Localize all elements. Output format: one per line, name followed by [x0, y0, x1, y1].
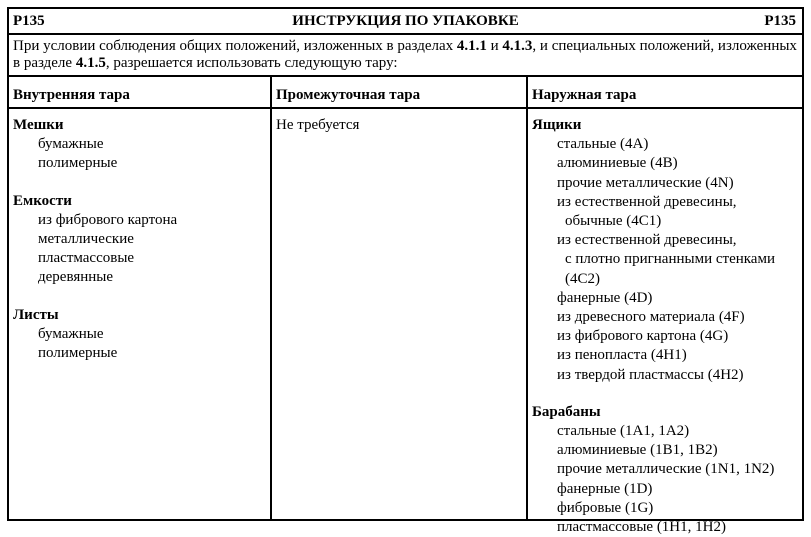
- outer-item: фанерные (1D): [557, 480, 653, 497]
- outer-item: прочие металлические (1N1, 1N2): [557, 461, 775, 478]
- column-header-intermediate: [272, 77, 528, 107]
- outer-item: из естественной древесины,: [557, 232, 737, 249]
- outer-item: стальные (4A): [557, 136, 649, 153]
- outer-item: из пенопласта (4H1): [557, 347, 687, 364]
- column-header-outer: [528, 77, 802, 107]
- column-header-intermediate-label: Промежуточная тара: [276, 87, 421, 103]
- outer-item: из фибрового картона (4G): [557, 328, 729, 345]
- inner-item: полимерные: [38, 155, 118, 172]
- outer-group-title: Барабаны: [532, 403, 601, 420]
- outer-item: фибровые (1G): [557, 499, 654, 516]
- outer-item: с плотно пригнанными стенками: [565, 251, 775, 268]
- intermediate-packaging-cell: [272, 109, 528, 519]
- instruction-header: [9, 9, 802, 35]
- instruction-code-left: P135: [13, 13, 45, 29]
- intro-text-2: и: [486, 38, 503, 54]
- intro-text-1: При условии соблюдения общих положений, изложенных в разделах: [13, 38, 457, 54]
- outer-group-title: Ящики: [532, 117, 582, 133]
- packing-instruction-table: [7, 7, 804, 536]
- outer-item: фанерные (4D): [557, 289, 653, 306]
- column-header-outer-label: Наружная тара: [532, 87, 637, 103]
- outer-item: стальные (1A1, 1A2): [557, 423, 690, 440]
- inner-packaging-cell: [9, 109, 272, 519]
- outer-item: алюминиевые (1B1, 1B2): [557, 442, 718, 459]
- outer-item: обычные (4C1): [565, 213, 662, 230]
- intro-text-4: , разрешается использовать следующую тару:: [105, 55, 398, 71]
- column-header-inner-label: Внутренняя тара: [13, 87, 130, 103]
- inner-group-title: Мешки: [13, 117, 64, 133]
- instruction-code-right: P135: [764, 13, 796, 29]
- outer-item: алюминиевые (4B): [557, 155, 678, 172]
- inner-item: металлические: [38, 231, 134, 248]
- section-ref-4-1-1: 4.1.1: [456, 38, 487, 54]
- inner-item: деревянные: [38, 269, 114, 286]
- outer-item: прочие металлические (4N): [557, 174, 734, 191]
- intermediate-text: Не требуется: [276, 117, 360, 133]
- inner-item: полимерные: [38, 345, 118, 362]
- table-body: [9, 109, 802, 536]
- outer-item: из твердой пластмассы (4H2): [557, 366, 744, 383]
- outer-item: из древесного материала (4F): [557, 309, 745, 326]
- outer-item: (4C2): [565, 270, 600, 287]
- inner-item: бумажные: [38, 136, 104, 153]
- instruction-title: ИНСТРУКЦИЯ ПО УПАКОВКЕ: [292, 13, 519, 29]
- inner-item: пластмассовые: [38, 250, 135, 267]
- section-ref-4-1-3: 4.1.3: [502, 38, 533, 54]
- intro-text-3: , и специальных положений, изложенных в разделе: [13, 38, 797, 71]
- inner-group-title: Листы: [13, 306, 59, 323]
- inner-group-title: Емкости: [13, 192, 72, 209]
- section-ref-4-1-5: 4.1.5: [75, 55, 106, 71]
- inner-item: бумажные: [38, 325, 104, 342]
- outer-item: пластмассовые (1H1, 1H2): [557, 519, 726, 536]
- column-header-inner: [9, 77, 272, 107]
- outer-item: из естественной древесины,: [557, 193, 737, 210]
- column-headers: [9, 77, 802, 109]
- outer-packaging-cell: [528, 109, 802, 536]
- inner-item: из фибрового картона: [38, 211, 178, 228]
- intro-paragraph: [9, 35, 802, 77]
